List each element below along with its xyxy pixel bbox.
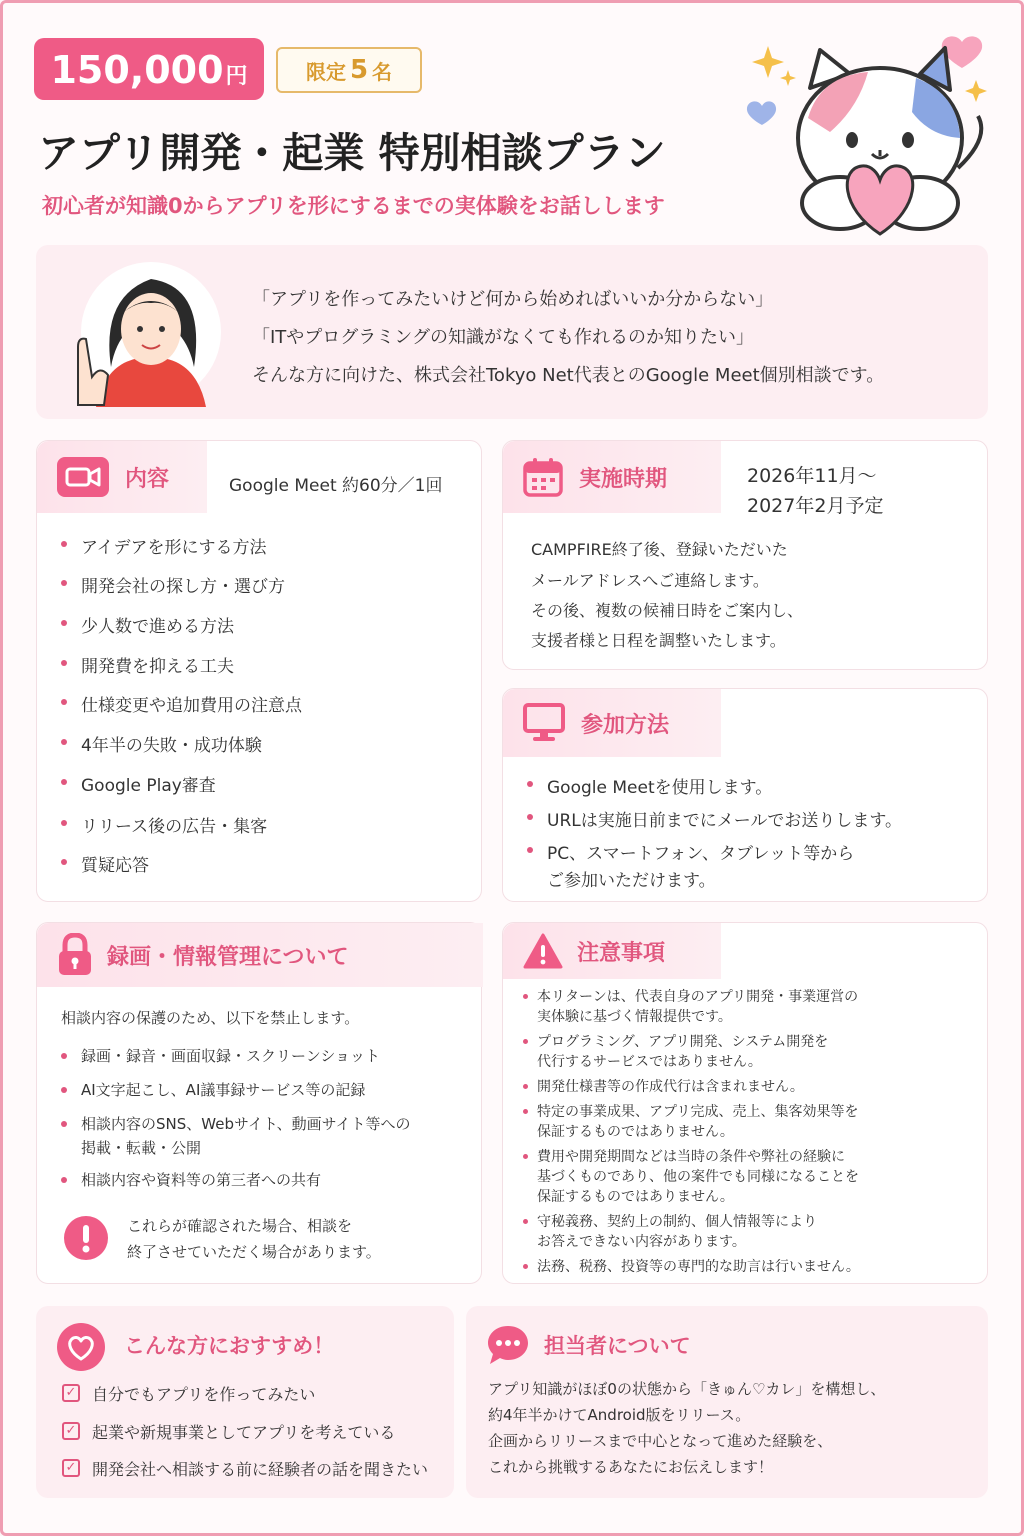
schedule-line: メールアドレスへご連絡します。 [531, 571, 769, 590]
price-number: 150,000 [50, 48, 224, 92]
join-item: Google Meetを使用します。 [547, 773, 772, 798]
notes-header [503, 923, 721, 979]
price-unit: 円 [225, 64, 248, 89]
recommend-card [36, 1306, 454, 1498]
person-label: 担当者について [544, 1334, 691, 1358]
recommend-item-text: 開発会社へ相談する前に経験者の話を聞きたい [92, 1460, 429, 1479]
person-line: これから挑戦するあなたにお伝えします！ [488, 1458, 774, 1476]
check-icon: ✓ [62, 1459, 80, 1477]
recording-warning-line2: 終了させていただく場合があります。 [127, 1243, 381, 1261]
heart-icon [56, 1322, 106, 1372]
recording-header [37, 923, 483, 987]
limit-suffix: 名 [372, 59, 393, 84]
content-item: リリース後の広告・集客 [81, 812, 267, 837]
join-item: PC、スマートフォン、タブレット等から [547, 839, 854, 864]
person-line: 企画からリリースまで中心となって進めた経験を、 [488, 1432, 833, 1450]
chat-bubble-icon [486, 1324, 530, 1366]
notes-item-cont: 実体験に基づく情報提供です。 [537, 1009, 732, 1025]
recording-label: 録画・情報管理について [107, 944, 349, 970]
notes-label: 注意事項 [577, 940, 666, 966]
lock-icon [57, 933, 93, 977]
woman-pointing-illustration [56, 257, 236, 407]
recording-item: 相談内容や資料等の第三者への共有 [81, 1171, 322, 1189]
limit-prefix: 限定 [305, 59, 346, 84]
intro-line-2: 「ITやプログラミングの知識がなくても作れるのか知りたい」 [252, 327, 754, 348]
content-item: 開発費を抑える工夫 [81, 652, 234, 677]
content-item: 仕様変更や追加費用の注意点 [81, 691, 302, 716]
recording-item: 相談内容のSNS、Webサイト、動画サイト等への [81, 1115, 411, 1133]
price-badge [34, 38, 264, 100]
content-item: 開発会社の探し方・選び方 [81, 572, 285, 597]
recommend-item [65, 1420, 396, 1443]
content-header [37, 441, 207, 513]
intro-line-1: 「アプリを作ってみたいけど何から始めればいいか分からない」 [252, 289, 774, 310]
content-item: Google Play審査 [81, 771, 216, 796]
schedule-card [502, 440, 988, 670]
recommend-item-text: 起業や新規事業としてアプリを考えている [92, 1423, 396, 1442]
join-card [502, 688, 988, 902]
notes-card [502, 922, 988, 1284]
recommend-item [65, 1382, 316, 1405]
content-item: 少人数で進める方法 [81, 612, 234, 637]
exclamation-icon [63, 1215, 109, 1261]
join-label: 参加方法 [581, 712, 670, 738]
notes-item-cont: 代行するサービスではありません。 [537, 1054, 762, 1070]
schedule-label: 実施時期 [579, 466, 668, 492]
content-item: 4年半の失敗・成功体験 [81, 731, 262, 756]
notes-item: 開発仕様書等の作成代行は含まれません。 [537, 1079, 804, 1095]
notes-item-cont: 基づくものであり、他の案件でも同様になることを [537, 1169, 859, 1185]
page-title: アプリ開発・起業 特別相談プラン [38, 129, 666, 177]
content-card [36, 440, 482, 902]
join-item: URLは実施日前までにメールでお送りします。 [547, 806, 902, 831]
calendar-icon [523, 457, 563, 497]
content-item: アイデアを形にする方法 [81, 533, 266, 558]
check-icon: ✓ [62, 1384, 80, 1402]
recording-item-cont: 掲載・転載・公開 [81, 1139, 202, 1157]
limit-badge [276, 47, 422, 93]
recording-item: AI文字起こし、AI議事録サービス等の記録 [81, 1081, 366, 1099]
recommend-item-text: 自分でもアプリを作ってみたい [92, 1385, 316, 1404]
notes-item: 本リターンは、代表自身のアプリ開発・事業運営の [537, 989, 859, 1005]
cat-mascot-illustration [740, 28, 990, 238]
notes-item-cont: 保証するものではありません。 [537, 1124, 734, 1140]
recording-item: 録画・録音・画面収録・スクリーンショット [81, 1047, 381, 1065]
intro-panel [36, 245, 988, 419]
recommend-item [65, 1457, 429, 1480]
recommend-label: こんな方におすすめ！ [124, 1334, 335, 1358]
notes-item: 費用や開発期間などは当時の条件や弊社の経験に [537, 1149, 845, 1165]
warning-icon [523, 933, 563, 969]
check-icon: ✓ [62, 1422, 80, 1440]
intro-line-3: そんな方に向けた、株式会社Tokyo Net代表とのGoogle Meet個別相談です。 [252, 365, 885, 386]
schedule-line: 支援者様と日程を調整いたします。 [531, 631, 786, 650]
recording-card [36, 922, 482, 1284]
page-subtitle: 初心者が知識0からアプリを形にするまでの実体験をお話しします [42, 194, 665, 218]
notes-item-cont: お答えできない内容があります。 [537, 1234, 746, 1250]
join-item-cont: ご参加いただけます。 [547, 871, 716, 891]
person-line: 約4年半かけてAndroid版をリリース。 [488, 1406, 751, 1424]
schedule-date-line1: 2026年11月～ [747, 465, 877, 487]
notes-item: 守秘義務、契約上の制約、個人情報等により [537, 1214, 817, 1230]
recording-warning-line1: これらが確認された場合、相談を [127, 1217, 353, 1235]
person-line: アプリ知識がほぼ0の状態から「きゅん♡カレ」を構想し、 [488, 1380, 886, 1398]
notes-item-cont: 保証するものではありません。 [537, 1189, 734, 1205]
notes-item: 法務、税務、投資等の専門的な助言は行いません。 [537, 1259, 860, 1275]
video-camera-icon [57, 457, 109, 497]
content-item: 質疑応答 [81, 851, 149, 876]
content-label: 内容 [125, 466, 170, 492]
notes-item: 特定の事業成果、アプリ完成、売上、集客効果等を [537, 1104, 859, 1120]
join-header [503, 689, 721, 757]
schedule-header [503, 441, 721, 513]
schedule-date-line2: 2027年2月予定 [747, 495, 884, 517]
person-card [466, 1306, 988, 1498]
monitor-icon [523, 703, 565, 743]
schedule-line: その後、複数の候補日時をご案内し、 [531, 601, 804, 620]
recording-intro: 相談内容の保護のため、以下を禁止します。 [61, 1009, 360, 1027]
content-meta: Google Meet 約60分／1回 [229, 476, 443, 496]
limit-number: 5 [349, 55, 369, 85]
schedule-line: CAMPFIRE終了後、登録いただいた [531, 540, 788, 559]
notes-item: プログラミング、アプリ開発、システム開発を [537, 1034, 829, 1050]
